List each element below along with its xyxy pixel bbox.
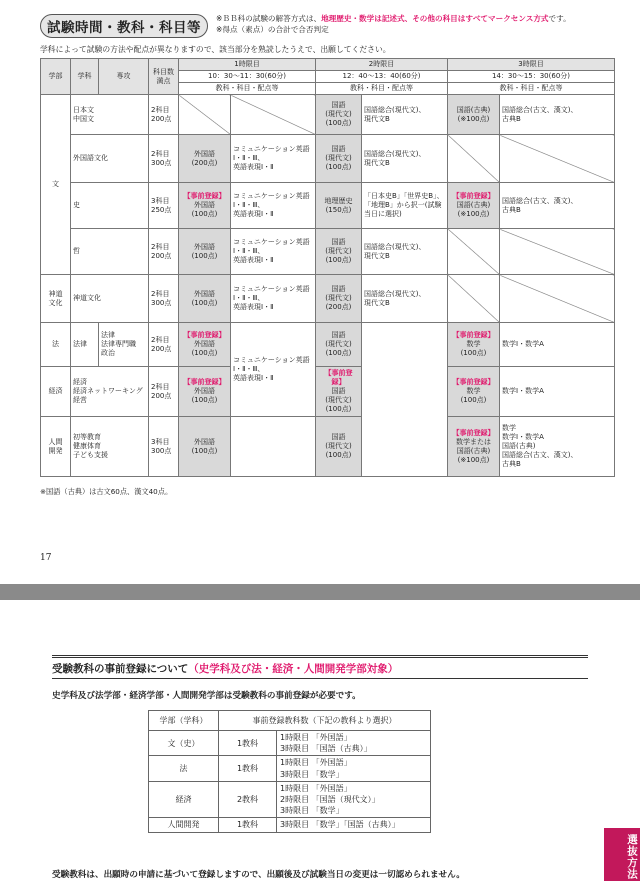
- subject-detail: 国語総合(現代文)、 現代文B: [362, 275, 448, 323]
- note-scoring: ※得点（素点）の合計で合否判定: [216, 25, 329, 34]
- subject-header-1: 教科・科目・配点等: [179, 83, 316, 95]
- subject-cell: 外国語 (100点): [179, 275, 231, 323]
- subject-cell: 【事前登録】 国語 (現代文) (100点): [316, 367, 362, 417]
- subject-detail: 「日本史B」「世界史B」、 「地理B」から択一(試験当日に選択): [362, 183, 448, 229]
- subject-detail: 数学 数学Ⅰ・数学A 国語(古典) 国語総合(古文、漢文)、 古典B: [500, 417, 615, 477]
- subject-detail: 国語総合(現代文)、 現代文B: [362, 135, 448, 183]
- dept-cell: 人間開発: [149, 818, 219, 832]
- subject-detail: 国語総合(現代文)、 現代文B: [362, 229, 448, 275]
- subject-detail: 数学Ⅰ・数学A: [500, 367, 615, 417]
- subject-cell: 国語 (現代文) (100点): [316, 95, 362, 135]
- dept-cell: 神道文化: [71, 275, 149, 323]
- subject-cell: 国語(古典) (※100点): [448, 95, 500, 135]
- subject-cell: 外国語 (200点): [179, 135, 231, 183]
- header-count: 事前登録教科数（下記の教科より選択）: [219, 711, 431, 731]
- subject-cell: 外国語 (100点): [179, 229, 231, 275]
- subject-cell: 【事前登録】 外国語 (100点): [179, 367, 231, 417]
- items-cell: 1時限目 「外国語」 3時限目 「数学」: [277, 756, 431, 781]
- divider: [52, 678, 588, 679]
- empty-cell: [500, 229, 615, 275]
- items-cell: 1時限目 「外国語」 3時限目 「国語（古典）」: [277, 731, 431, 756]
- subject-detail: 国語総合(古文、漢文)、 古典B: [500, 183, 615, 229]
- subject-cell: 【事前登録】 国語(古典) (※100点): [448, 183, 500, 229]
- subject-cell: 国語 (現代文) (100点): [316, 323, 362, 367]
- subject-header-3: 教科・科目・配点等: [448, 83, 615, 95]
- empty-cell: [500, 275, 615, 323]
- faculty-hou: 法: [41, 323, 71, 367]
- subject-cell: 国語 (現代文) (200点): [316, 275, 362, 323]
- count-cell: 2科目 200点: [149, 95, 179, 135]
- subject-header-2: 教科・科目・配点等: [316, 83, 448, 95]
- empty-cell: [448, 135, 500, 183]
- subject-detail: 数学Ⅰ・数学A: [500, 323, 615, 367]
- header-dept: 学部（学科）: [149, 711, 219, 731]
- footnote: ※国語（古典）は古文60点、漢文40点。: [40, 487, 173, 496]
- count-cell: 2科目 200点: [149, 367, 179, 417]
- time-period-3: 14：30〜15：30(60分): [448, 71, 615, 83]
- subject-detail: 国語総合(現代文)、 現代文B: [362, 95, 448, 135]
- pre-registration-table: [148, 710, 431, 833]
- header-dept: 学科: [71, 59, 99, 95]
- dept-cell: 日本文 中国文: [71, 95, 149, 135]
- dept-cell: 文（史）: [149, 731, 219, 756]
- notice-text: 受験教科は、出願時の申請に基づいて登録しますので、出願後及び試験当日の変更は一切認められません。: [52, 870, 465, 880]
- section-title: 受験教科の事前登録について（史学科及び法・経済・人間開発学部対象）: [52, 663, 399, 675]
- count-cell: 2科目 200点: [149, 323, 179, 367]
- subject-detail: [231, 417, 316, 477]
- table-row: [41, 275, 615, 323]
- page-number: 17: [40, 553, 52, 563]
- section-title: 試験時間・教科・科目等: [40, 14, 208, 38]
- note-answer-format: ※ＢＢ科の試験の解答方式は、地理歴史・数学は記述式、その他の科目はすべてマークセンス方式です。: [216, 14, 571, 23]
- exam-schedule-table: [40, 58, 615, 477]
- faculty-shinto: 神道 文化: [41, 275, 71, 323]
- count-cell: 2科目 200点: [149, 229, 179, 275]
- time-period-1: 10：30〜11：30(60分): [179, 71, 316, 83]
- empty-cell: [448, 275, 500, 323]
- subject-detail: コミュニケーション英語 Ⅰ・Ⅱ・Ⅲ、 英語表現Ⅰ・Ⅱ: [231, 323, 316, 417]
- count-cell: 1教科: [219, 756, 277, 781]
- dept-cell: 外国語文化: [71, 135, 149, 183]
- subject-cell: 国語 (現代文) (100点): [316, 417, 362, 477]
- subject-cell: 【事前登録】 外国語 (100点): [179, 183, 231, 229]
- dept-cell: 哲: [71, 229, 149, 275]
- divider: [52, 655, 588, 658]
- empty-cell: [500, 135, 615, 183]
- dept-cell: 法: [149, 756, 219, 781]
- dept-cell: 初等教育 健康体育 子ども支援: [71, 417, 149, 477]
- dept-cell: 経済: [149, 781, 219, 818]
- intro-text: 学科によって試験の方法や配点が異なりますので、該当部分を熟読したうえで、出願してください。: [40, 45, 391, 54]
- subject-cell: 地理歴史 (150点): [316, 183, 362, 229]
- header-period-3: 3時限目: [448, 59, 615, 71]
- empty-cell: [448, 229, 500, 275]
- subject-cell: 【事前登録】 数学または 国語(古典) (※100点): [448, 417, 500, 477]
- subject-detail: コミュニケーション英語 Ⅰ・Ⅱ・Ⅲ、 英語表現Ⅰ・Ⅱ: [231, 183, 316, 229]
- subject-detail: コミュニケーション英語 Ⅰ・Ⅱ・Ⅲ、 英語表現Ⅰ・Ⅱ: [231, 275, 316, 323]
- subject-detail: コミュニケーション英語 Ⅰ・Ⅱ・Ⅲ、 英語表現Ⅰ・Ⅱ: [231, 229, 316, 275]
- faculty-ningen: 人間 開発: [41, 417, 71, 477]
- faculty-bun: 文: [41, 95, 71, 275]
- faculty-keizai: 経済: [41, 367, 71, 417]
- header-count: 科目数 満点: [149, 59, 179, 95]
- table-row: [41, 183, 615, 229]
- header-major: 専攻: [99, 59, 149, 95]
- major-cell: 法律 法律専門職 政治: [99, 323, 149, 367]
- subject-cell: 外国語 (100点): [179, 417, 231, 477]
- count-cell: 3科目 250点: [149, 183, 179, 229]
- count-cell: 1教科: [219, 818, 277, 832]
- table-row: [149, 756, 431, 781]
- subject-cell: 【事前登録】 数学 (100点): [448, 323, 500, 367]
- subject-cell: 国語 (現代文) (100点): [316, 135, 362, 183]
- count-cell: 3科目 300点: [149, 417, 179, 477]
- dept-cell: 法律: [71, 323, 99, 367]
- subject-cell: 国語 (現代文) (100点): [316, 229, 362, 275]
- subject-cell: 【事前登録】 数学 (100点): [448, 367, 500, 417]
- items-cell: 1時限目 「外国語」 2時限目 「国語（現代文）」 3時限目 「数学」: [277, 781, 431, 818]
- page-next: [0, 600, 640, 881]
- subject-cell: 【事前登録】 外国語 (100点): [179, 323, 231, 367]
- subject-detail: [362, 323, 448, 477]
- subject-detail: コミュニケーション英語 Ⅰ・Ⅱ・Ⅲ、 英語表現Ⅰ・Ⅱ: [231, 135, 316, 183]
- count-cell: 2科目 300点: [149, 275, 179, 323]
- table-row: [41, 417, 615, 477]
- dept-cell: 経済 経済ネットワーキング 経営: [71, 367, 149, 417]
- table-row: [149, 818, 431, 832]
- count-cell: 1教科: [219, 731, 277, 756]
- items-cell: 3時限目 「数学」「国語（古典）」: [277, 818, 431, 832]
- dept-cell: 史: [71, 183, 149, 229]
- table-row: [41, 135, 615, 183]
- subject-detail: 国語総合(古文、漢文)、 古典B: [500, 95, 615, 135]
- table-row: [41, 323, 615, 367]
- table-row: [149, 781, 431, 818]
- header-period-2: 2時限目: [316, 59, 448, 71]
- count-cell: 2科目 300点: [149, 135, 179, 183]
- header-faculty: 学部: [41, 59, 71, 95]
- section-intro: 史学科及び法学部・経済学部・人間開発学部は受験教科の事前登録が必要です。: [52, 691, 361, 701]
- time-period-2: 12：40〜13：40(60分): [316, 71, 448, 83]
- table-row: [149, 731, 431, 756]
- table-row: [41, 367, 615, 417]
- table-row: [41, 229, 615, 275]
- header-period-1: 1時限目: [179, 59, 316, 71]
- empty-cell: [179, 95, 231, 135]
- side-tab-selection-method[interactable]: 選抜方法: [604, 828, 640, 881]
- table-row: [41, 95, 615, 135]
- empty-cell: [231, 95, 316, 135]
- count-cell: 2教科: [219, 781, 277, 818]
